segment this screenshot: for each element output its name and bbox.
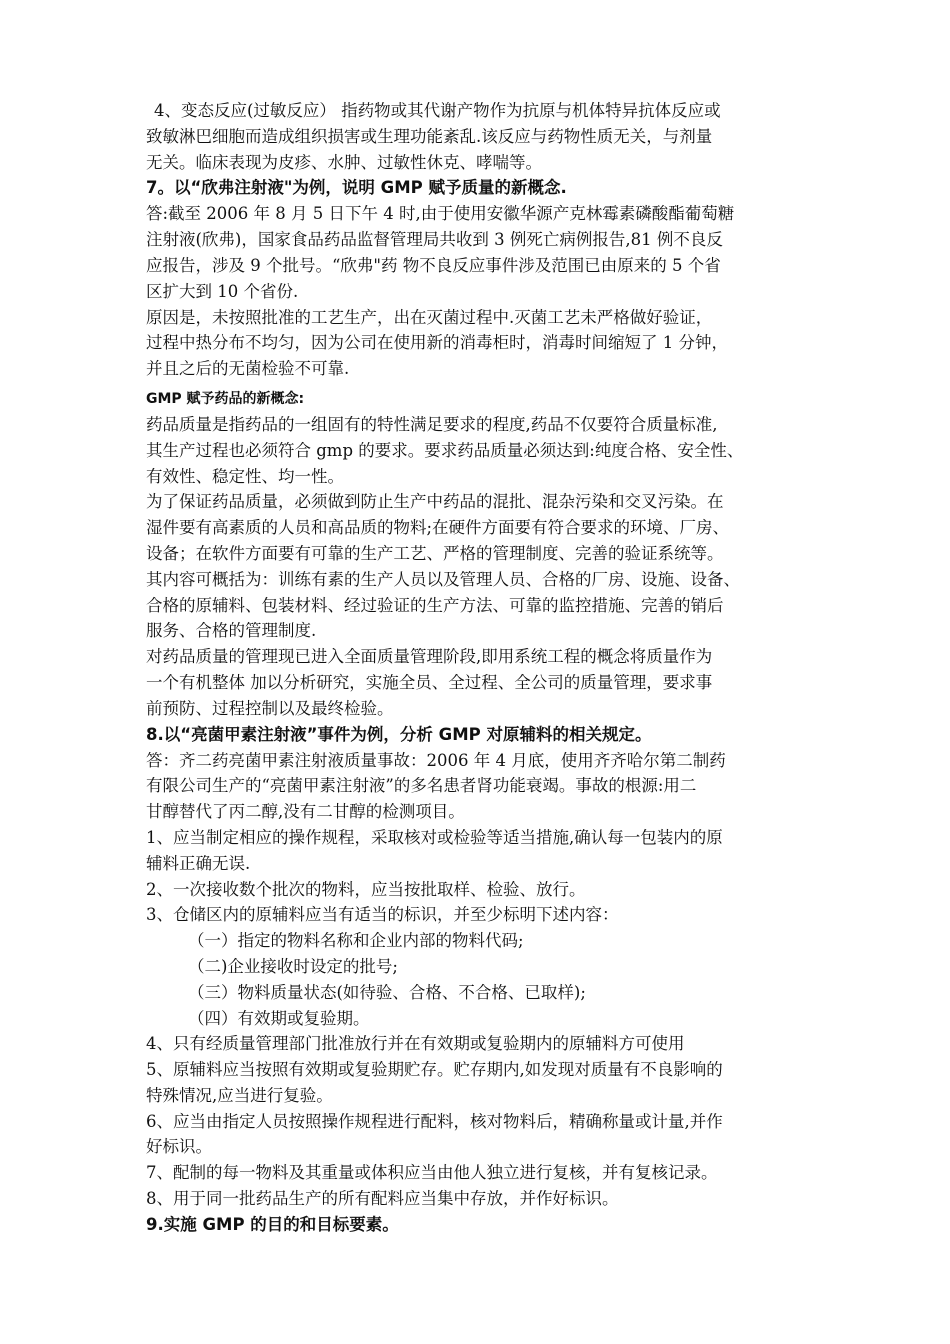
- document-page: [146, 98, 814, 1238]
- list-item: 5、原辅料应当按照有效期或复验期贮存。贮存期内,如发现对质量有不良影响的: [146, 1060, 723, 1080]
- text-line: 其内容可概括为：训练有素的生产人员以及管理人员、合格的厂房、设施、设备、: [146, 569, 740, 589]
- text-line: 特殊情况,应当进行复验。: [146, 1085, 333, 1105]
- text-line: 答:截至 2006 年 8 月 5 日下午 4 时,由于使用安徽华源产克林霉素磷酸酯葡萄糖: [146, 204, 735, 224]
- text-line: 答：齐二药亮菌甲素注射液质量事故：2006 年 4 月底，使用齐齐哈尔第二制药: [146, 750, 726, 770]
- list-item: 2、一次接收数个批次的物料，应当按批取样、检验、放行。: [146, 879, 586, 899]
- text-line: 并且之后的无菌检验不可靠.: [146, 359, 350, 379]
- text-line: 过程中热分布不均匀，因为公司在使用新的消毒柜时，消毒时间缩短了 1 分钟，: [146, 333, 728, 353]
- text-line: 有限公司生产的“亮菌甲素注射液”的多名患者肾功能衰竭。事故的根源:用二: [146, 776, 697, 796]
- subsection-heading: GMP 赋予药品的新概念:: [146, 390, 305, 407]
- text-line: 区扩大到 10 个省份.: [146, 281, 299, 301]
- text-line: 好标识。: [146, 1137, 212, 1157]
- text-line: 药品质量是指药品的一组固有的特性满足要求的程度,药品不仅要符合质量标准,: [146, 414, 718, 434]
- text-line: 对药品质量的管理现已进入全面质量管理阶段,即用系统工程的概念将质量作为: [146, 647, 713, 667]
- text-line: 为了保证药品质量，必须做到防止生产中药品的混批、混杂污染和交叉污染。在: [146, 492, 724, 512]
- text-line: 有效性、稳定性、均一性。: [146, 466, 344, 486]
- list-item: 8、用于同一批药品生产的所有配料应当集中存放，并作好标识。: [146, 1189, 619, 1209]
- list-item: 6、应当由指定人员按照操作规程进行配料，核对物料后，精确称量或计量,并作: [146, 1111, 723, 1131]
- sub-list-item: （二)企业接收时设定的批号;: [188, 956, 398, 976]
- text-line: 湿件要有高素质的人员和高品质的物料;在硬件方面要有符合要求的环境、厂房、: [146, 518, 730, 538]
- sub-list-item: （四）有效期或复验期。: [188, 1008, 370, 1028]
- text-line: 辅料正确无误.: [146, 853, 251, 873]
- list-item: 1、应当制定相应的操作规程，采取核对或检验等适当措施,确认每一包装内的原: [146, 827, 723, 847]
- text-line: 合格的原辅料、包装材料、经过验证的生产方法、可靠的监控措施、完善的销后: [146, 595, 724, 615]
- list-item: 7、配制的每一物料及其重量或体积应当由他人独立进行复核，并有复核记录。: [146, 1163, 718, 1183]
- section-heading-8: 8.以“亮菌甲素注射液”事件为例，分析 GMP 对原辅料的相关规定。: [146, 724, 652, 744]
- list-item: 4、只有经质量管理部门批准放行并在有效期或复验期内的原辅料方可使用: [146, 1034, 685, 1054]
- section-heading-9: 9.实施 GMP 的目的和目标要素。: [146, 1214, 399, 1234]
- text-line: 服务、合格的管理制度.: [146, 621, 317, 641]
- sub-list-item: （一）指定的物料名称和企业内部的物料代码;: [188, 931, 524, 951]
- list-item: 3、仓储区内的原辅料应当有适当的标识，并至少标明下述内容：: [146, 905, 619, 925]
- text-line: 致敏淋巴细胞而造成组织损害或生理功能紊乱.该反应与药物性质无关，与剂量: [146, 126, 713, 146]
- section-heading-7: 7。以“欣弗注射液"为例，说明 GMP 赋予质量的新概念.: [146, 178, 567, 198]
- text-line: 原因是，未按照批准的工艺生产，出在灭菌过程中.灭菌工艺未严格做好验证，: [146, 307, 713, 327]
- text-line: 前预防、过程控制以及最终检验。: [146, 698, 394, 718]
- text-line: 甘醇替代了丙二醇,没有二甘醇的检测项目。: [146, 802, 465, 822]
- text-line: 一个有机整体 加以分析研究，实施全员、全过程、全公司的质量管理，要求事: [146, 672, 713, 692]
- text-line: 4、变态反应(过敏反应） 指药物或其代谢产物作为抗原与机体特异抗体反应或: [154, 101, 721, 120]
- text-line: 注射液(欣弗)，国家食品药品监督管理局共收到 3 例死亡病例报告,81 例不良反: [146, 230, 723, 250]
- sub-list-item: （三）物料质量状态(如待验、合格、不合格、已取样);: [188, 982, 586, 1002]
- text-line: 其生产过程也必须符合 gmp 的要求。要求药品质量必须达到:纯度合格、安全性、: [146, 440, 744, 460]
- text-line: 设备；在软件方面要有可靠的生产工艺、严格的管理制度、完善的验证系统等。: [146, 543, 724, 563]
- text-line: 应报告，涉及 9 个批号。“欣弗"药 物不良反应事件涉及范围已由原来的 5 个省: [146, 255, 721, 275]
- text-line: 无关。临床表现为皮疹、水肿、过敏性休克、哮喘等。: [146, 152, 542, 172]
